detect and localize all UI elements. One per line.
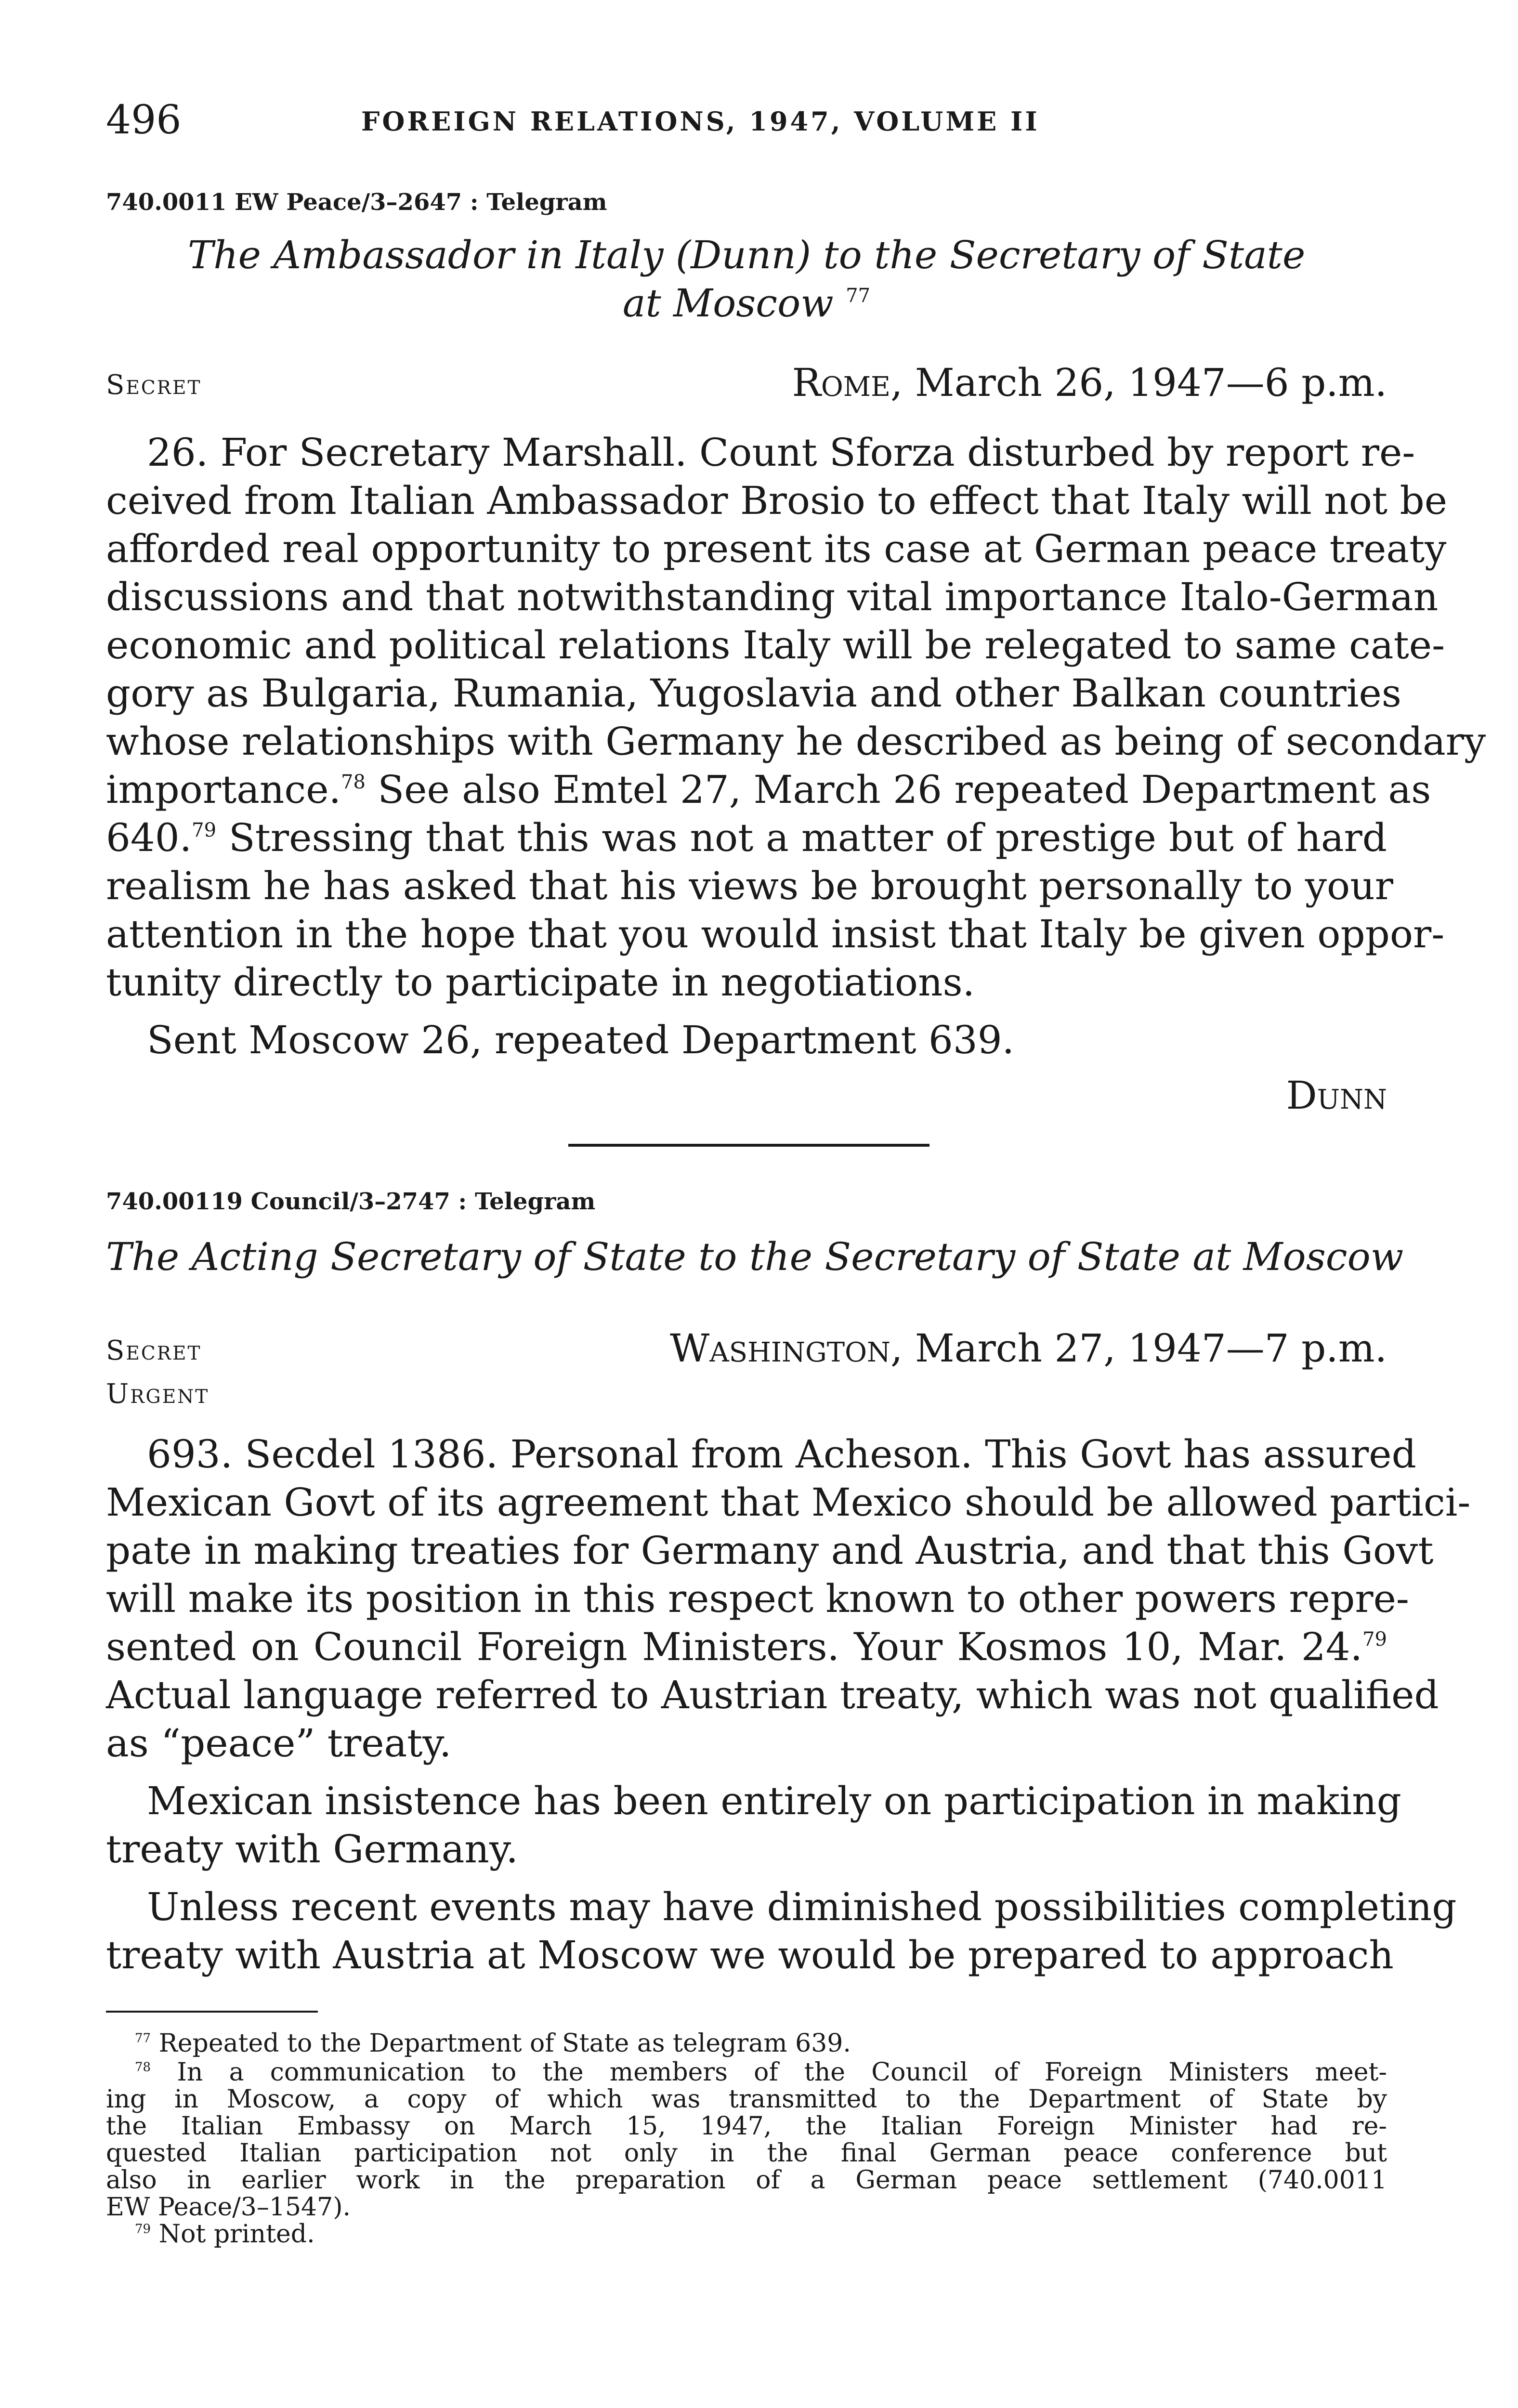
footnote-78-line-5: also in earlier work in the preparation of a German peace settlement (740.0011	[106, 2166, 1387, 2195]
doc2-p3-line-2: treaty with Austria at Moscow we would be prepared to approach	[106, 1933, 1394, 1977]
doc2-p1-line-7: as “peace” treaty.	[106, 1721, 452, 1766]
footnote-77-number: 77	[135, 2031, 151, 2046]
footnote-78-line-3: the Italian Embassy on March 15, 1947, the Italian Foreign Minister had re-	[106, 2112, 1387, 2141]
doc2-p1-line-3: pate in making treaties for Germany and Austria, and that this Govt	[106, 1528, 1434, 1573]
footnote-ref-79: 79	[192, 819, 217, 841]
doc1-signature: Dunn	[1286, 1073, 1387, 1118]
doc2-classification-urgent: Urgent	[106, 1378, 209, 1410]
footnote-79-text: Not printed.	[151, 2220, 315, 2249]
footnote-77-text: Repeated to the Department of State as telegram 639.	[151, 2029, 851, 2058]
doc1-line-10: realism he has asked that his views be brought personally to your	[106, 864, 1393, 908]
doc2-place: Washington	[670, 1326, 891, 1371]
doc1-dateline	[792, 359, 1387, 407]
doc1-line-9	[106, 814, 1387, 862]
doc1-line-7: whose relationships with Germany he described as being of secondary	[106, 719, 1486, 764]
doc1-line-4: discussions and that notwithstanding vital importance Italo-German	[106, 575, 1439, 619]
doc1-place: Rome	[792, 360, 891, 405]
doc1-line-12: tunity directly to participate in negotiations.	[106, 960, 975, 1005]
doc2-classification-secret: Secret	[106, 1335, 202, 1366]
doc1-line-6: gory as Bulgaria, Rumania, Yugoslavia and other Balkan countries	[106, 671, 1401, 716]
doc1-line-9-end: Stressing that this was not a matter of prestige but of hard	[216, 815, 1387, 860]
doc2-dateline	[670, 1324, 1387, 1373]
footnote-rule	[106, 2011, 318, 2013]
doc1-line-3: afforded real opportunity to present its case at German peace treaty	[106, 526, 1447, 571]
footnote-78-text: In a communication to the members of the Council of Foreign Ministers meet-	[151, 2058, 1387, 2087]
doc1-line-8	[106, 766, 1431, 814]
doc2-p2-line-1: Mexican insistence has been entirely on participation in making	[147, 1779, 1401, 1823]
doc2-file-reference: 740.00119 Council/3–2747 : Telegram	[106, 1188, 596, 1215]
footnote-78-line-1	[135, 2059, 1387, 2086]
doc2-p1-line-5-text: sented on Council Foreign Ministers. Your Kosmos 10, Mar. 24.	[106, 1624, 1363, 1669]
doc1-line-2: ceived from Italian Ambassador Brosio to effect that Italy will not be	[106, 478, 1448, 523]
doc2-p1-line-1: 693. Secdel 1386. Personal from Acheson. This Govt has assured	[147, 1432, 1416, 1477]
section-divider	[568, 1144, 929, 1147]
doc1-title-line-1: The Ambassador in Italy (Dunn) to the Secretary of State	[187, 233, 1306, 277]
doc2-title: The Acting Secretary of State to the Secretary of State at Moscow	[106, 1234, 1404, 1279]
doc2-p2-line-2: treaty with Germany.	[106, 1827, 518, 1871]
footnote-ref-79b: 79	[1362, 1628, 1387, 1650]
doc1-line-8-end: See also Emtel 27, March 26 repeated Department as	[365, 767, 1431, 812]
footnote-78-line-2: ing in Moscow, a copy of which was transmitted to the Department of State by	[106, 2085, 1387, 2114]
doc1-title-line-2	[106, 279, 1387, 327]
doc2-date: , March 27, 1947—7 p.m.	[890, 1326, 1387, 1371]
doc1-date: , March 26, 1947—6 p.m.	[890, 360, 1387, 405]
doc2-p3-line-1: Unless recent events may have diminished possibilities completing	[147, 1885, 1457, 1929]
doc1-line-1: 26. For Secretary Marshall. Count Sforza disturbed by report re-	[147, 430, 1415, 475]
page-number: 496	[106, 97, 182, 143]
doc1-classification: Secret	[106, 369, 202, 401]
doc1-sent-line: Sent Moscow 26, repeated Department 639.	[147, 1018, 1015, 1062]
doc2-p1-line-2: Mexican Govt of its agreement that Mexico should be allowed partici-	[106, 1480, 1471, 1525]
doc1-line-9-start: 640.	[106, 815, 192, 860]
doc1-line-11: attention in the hope that you would insist that Italy be given oppor-	[106, 912, 1445, 956]
footnote-78-line-6: EW Peace/3–1547).	[106, 2193, 351, 2222]
doc2-p1-line-4: will make its position in this respect known to other powers repre-	[106, 1576, 1409, 1621]
running-title: FOREIGN RELATIONS, 1947, VOLUME II	[361, 106, 1040, 137]
doc2-p1-line-6: Actual language referred to Austrian treaty, which was not qualified	[106, 1673, 1439, 1717]
footnote-ref-78: 78	[341, 771, 366, 793]
doc1-file-reference: 740.0011 EW Peace/3–2647 : Telegram	[106, 189, 607, 216]
doc1-line-8-start: importance.	[106, 767, 341, 812]
footnote-79-number: 79	[135, 2222, 151, 2237]
footnote-79	[135, 2221, 1387, 2248]
footnote-77	[135, 2030, 1387, 2057]
doc1-line-5: economic and political relations Italy will be relegated to same cate-	[106, 623, 1445, 667]
footnote-78-line-4: quested Italian participation not only in the final German peace conference but	[106, 2139, 1387, 2168]
footnote-78-number: 78	[135, 2060, 151, 2075]
footnote-ref-77: 77	[846, 285, 871, 307]
doc2-p1-line-5	[106, 1623, 1387, 1671]
doc1-title-text: at Moscow	[622, 281, 834, 326]
